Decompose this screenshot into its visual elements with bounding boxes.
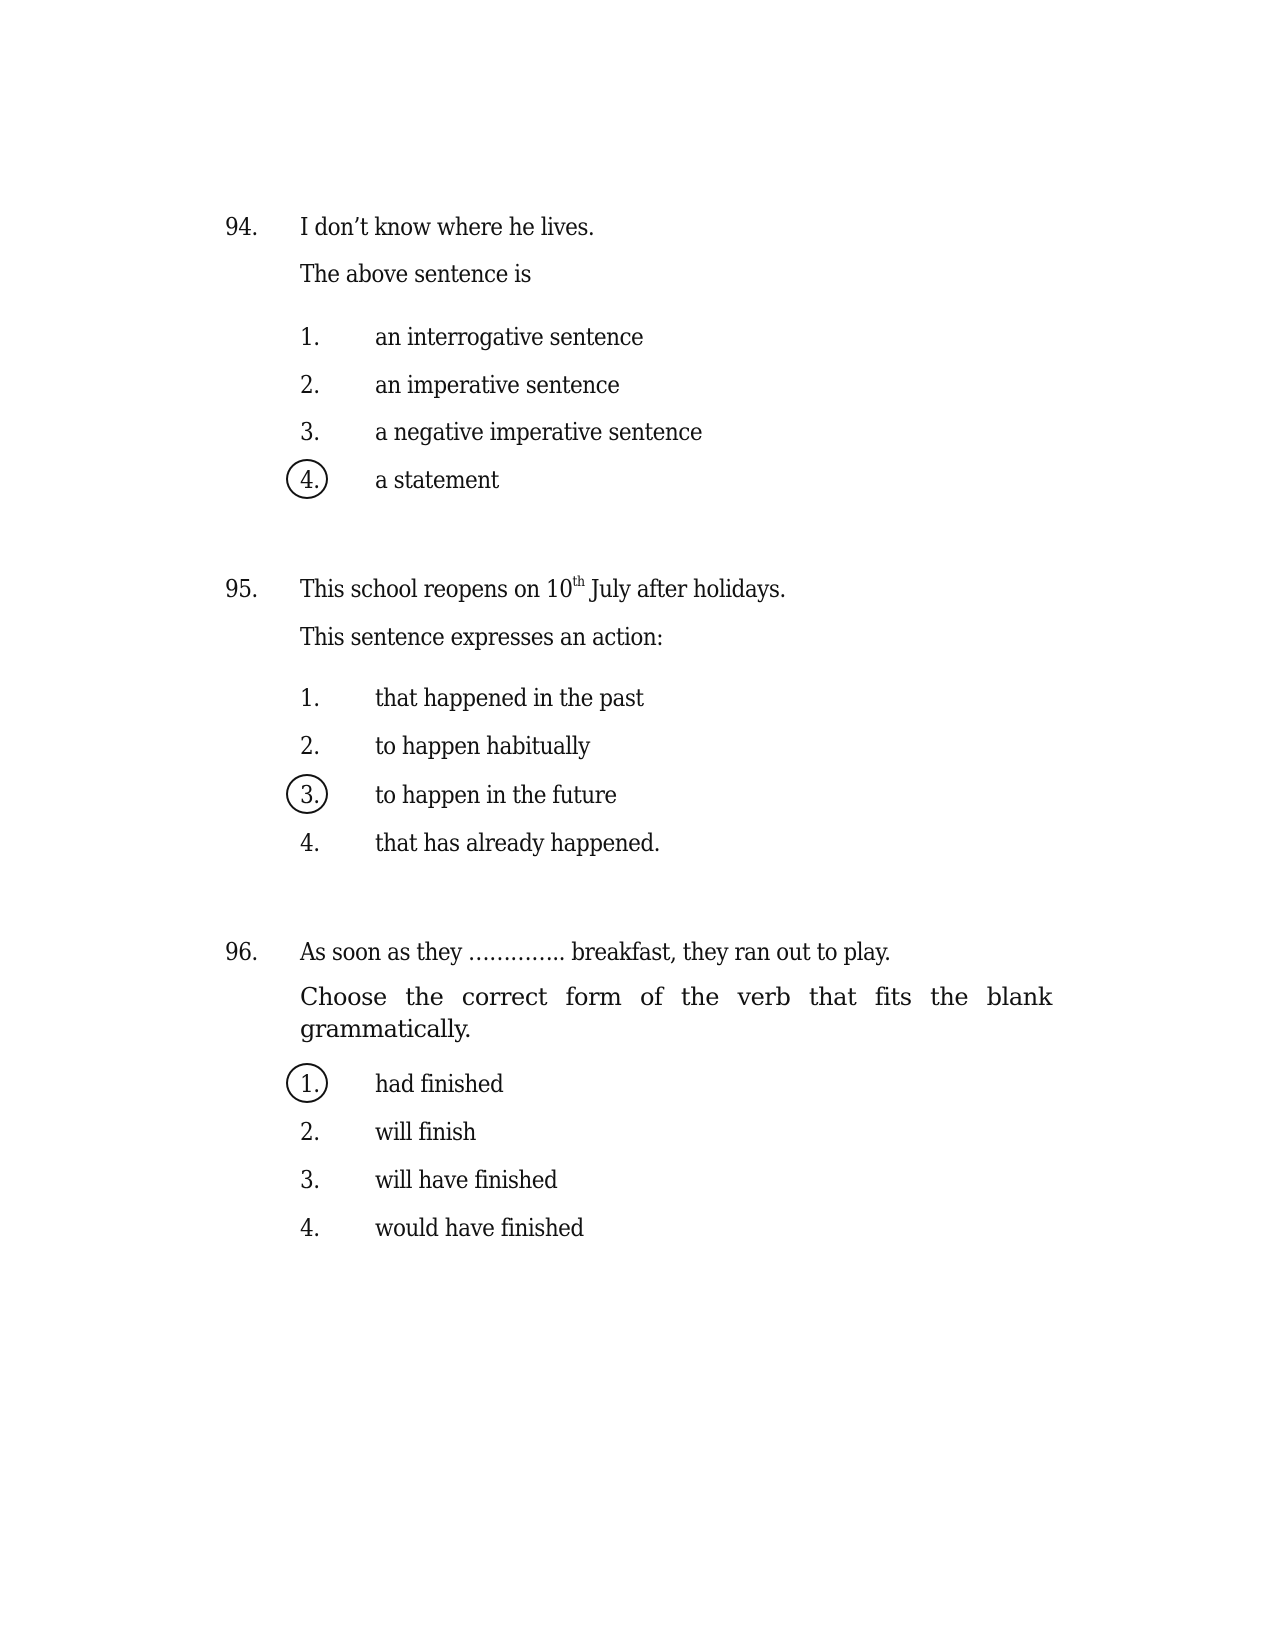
answer-option[interactable] — [0, 678, 1275, 718]
prompt-line-justified — [300, 981, 1052, 1013]
option-number: 3. — [300, 418, 320, 446]
prompt-word: correct — [461, 983, 548, 1011]
option-number: 3. — [300, 1166, 320, 1194]
answer-option[interactable] — [0, 1208, 1275, 1248]
option-text: to happen habitually — [375, 732, 590, 760]
question-number: 96. — [225, 938, 258, 966]
question-prompt — [300, 981, 1052, 1045]
answer-option-selected[interactable] — [0, 460, 1275, 500]
option-number: 1. — [300, 684, 320, 712]
option-text: that happened in the past — [375, 684, 644, 712]
option-number: 1. — [300, 323, 320, 351]
option-text: that has already happened. — [375, 829, 661, 857]
answer-option[interactable] — [0, 823, 1275, 863]
prompt-line: grammatically. — [300, 1015, 471, 1043]
option-text: to happen in the future — [375, 781, 617, 809]
question-prompt: This sentence expresses an action: — [300, 623, 663, 651]
prompt-word: that — [808, 983, 857, 1011]
option-number: 1. — [300, 1070, 320, 1098]
option-text: will have finished — [375, 1166, 558, 1194]
ordinal-suffix: th — [572, 574, 585, 590]
question-number: 95. — [225, 575, 258, 603]
option-text: a statement — [375, 466, 499, 494]
prompt-word: Choose — [300, 983, 387, 1011]
prompt-word: fits — [874, 983, 912, 1011]
answer-option[interactable] — [0, 1112, 1275, 1152]
answer-option[interactable] — [0, 365, 1275, 405]
answer-option[interactable] — [0, 1160, 1275, 1200]
option-text: will finish — [375, 1118, 476, 1146]
option-text: would have finished — [375, 1214, 584, 1242]
prompt-word: the — [680, 983, 720, 1011]
answer-option-selected[interactable] — [0, 1064, 1275, 1104]
question-prompt: The above sentence is — [300, 260, 532, 288]
option-number: 3. — [300, 781, 320, 809]
prompt-word: blank — [986, 983, 1052, 1011]
option-number: 4. — [300, 1214, 320, 1242]
prompt-word: form — [565, 983, 622, 1011]
question-text: As soon as they ………….. breakfast, they ran out to play. — [300, 938, 891, 966]
question-text-part: This school reopens on 10 — [300, 575, 573, 603]
option-text: an interrogative sentence — [375, 323, 644, 351]
prompt-word: the — [930, 983, 969, 1011]
option-text: an imperative sentence — [375, 371, 620, 399]
option-number: 2. — [300, 371, 320, 399]
option-number: 4. — [300, 829, 320, 857]
prompt-word: verb — [737, 983, 791, 1011]
answer-option[interactable] — [0, 412, 1275, 452]
question-text — [300, 574, 977, 604]
answer-option[interactable] — [0, 317, 1275, 357]
option-number: 2. — [300, 732, 320, 760]
prompt-word: the — [405, 983, 444, 1011]
option-text: had finished — [375, 1070, 504, 1098]
answer-option[interactable] — [0, 726, 1275, 766]
option-number: 2. — [300, 1118, 320, 1146]
option-text: a negative imperative sentence — [375, 418, 703, 446]
question-number: 94. — [225, 213, 258, 241]
question-text-part: July after holidays. — [584, 575, 786, 603]
prompt-word: of — [639, 983, 663, 1011]
question-text: I don’t know where he lives. — [300, 213, 595, 241]
option-number: 4. — [300, 466, 320, 494]
answer-option-selected[interactable] — [0, 775, 1275, 815]
